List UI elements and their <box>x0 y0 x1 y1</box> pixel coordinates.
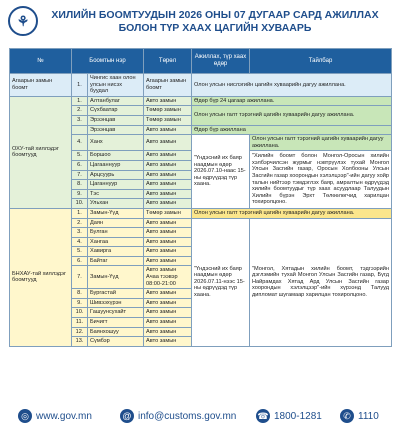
port-type: Авто замын <box>144 256 192 266</box>
footer-web[interactable] <box>18 409 92 423</box>
port-type: Авто замын <box>144 289 192 299</box>
port-name: Байтаг <box>88 256 144 266</box>
row-number: 4. <box>72 237 88 247</box>
group-russia: ОХУ-тай хиллэдэг боомтууд <box>10 96 72 208</box>
row-number: 11. <box>72 318 88 328</box>
col-type: Төрөл <box>144 49 192 74</box>
port-name: Цаганнуур <box>88 180 144 190</box>
title-line-2: БОЛОН ТҮР ХААХ ЦАГИЙН ХУВААРЬ <box>118 22 312 34</box>
phone-number[interactable]: 1800-1281 <box>274 410 322 422</box>
row-number: 9. <box>72 189 88 199</box>
row-number: 1. <box>72 74 88 97</box>
port-name: Сүхбаатар <box>88 106 144 116</box>
port-name: Гашуунсухайт <box>88 308 144 318</box>
email-icon: @ <box>120 409 134 423</box>
row-number: 10. <box>72 199 88 209</box>
footer-email[interactable] <box>120 409 236 423</box>
hotline-number[interactable]: 1110 <box>358 410 379 422</box>
row-number: 9. <box>72 298 88 308</box>
port-type: Авто замын <box>144 327 192 337</box>
china-explanation: "Монгол, Хятадын хилийн боомт, тэдгээрийн дэглэмийн тухай Монгол Улсын Засгийн газар, Бүгд Найрамдах Хятад Ард Улсын Засгийн газар хоорондын хэлэлцээр"-ийн хүрээнд Талууд дипломат шугамаар харилцан тохиролцоно. <box>250 218 392 346</box>
port-name: Даян <box>88 218 144 228</box>
port-type: Төмөр замын <box>144 208 192 218</box>
row-number: 3. <box>72 228 88 238</box>
port-name: Ульхан <box>88 199 144 209</box>
air-note: Олон улсын нислэгийн цагийн хуваарийн дагуу ажиллана. <box>192 74 392 97</box>
port-type: Авто замын <box>144 96 192 106</box>
row-number: 13. <box>72 337 88 347</box>
row-number: 7. <box>72 170 88 180</box>
day-note: Олон улсын галт тэрэгний цагийн хуваарийн дагуу ажиллана. <box>192 106 392 125</box>
port-name: Шивээхүрэн <box>88 298 144 308</box>
schedule-note: "Үндэсний их баяр наадмын өдөр 2026.07.10-наас 15-ны өдрүүдэд түр хаана. <box>192 135 250 209</box>
table-row <box>10 208 392 218</box>
web-link[interactable]: www.gov.mn <box>36 410 92 422</box>
row-number: 1. <box>72 208 88 218</box>
port-type: Агаарын замын боомт <box>144 74 192 97</box>
port-name: Эрээнцав <box>88 125 144 135</box>
footer <box>0 400 400 433</box>
port-type: Авто замын <box>144 298 192 308</box>
port-name: Замын-Үүд <box>88 208 144 218</box>
header <box>0 0 400 45</box>
russia-explanation: "Хилийн боомт болон Монгол-Оросын хилийн хэлбэрчилсэн журмыг нэвтрүүлэх тухай Монгол Улсын Засгийн газар, Оросын Холбооны Улсын Засгийн газар хоорондын хэлэлцээр"-ийн дагуу хойр талын нийтээр тэмдэглэх баяр, амралтын өдрүүдэд хилийн боомтуудыг түр хаах асуудлаар Талуудын Хилийн бүрэн Эрхт Төлөөлөгчид харилцан тохиролцоно. <box>250 151 392 209</box>
day-note: Өдөр бүр ажиллана <box>192 125 392 135</box>
row-number: 6. <box>72 160 88 170</box>
port-name: Хавирга <box>88 247 144 257</box>
port-name: Баянхошуу <box>88 327 144 337</box>
row-number: 5. <box>72 151 88 161</box>
row-number: 6. <box>72 256 88 266</box>
port-type: Авто замын <box>144 151 192 161</box>
row-number: 12. <box>72 327 88 337</box>
port-name: Чингис хаан олон улсын нисэх буудал <box>88 74 144 97</box>
row-number: 2. <box>72 218 88 228</box>
day-note: Олон улсын галт тэрэгний цагийн хуваарийн дагуу ажиллана. <box>192 208 392 218</box>
row-number: 3. <box>72 115 88 125</box>
port-type: Авто замын <box>144 160 192 170</box>
row-number: 1. <box>72 96 88 106</box>
port-type: Авто замын <box>144 318 192 328</box>
row-number: 2. <box>72 106 88 116</box>
port-type: Авто замын <box>144 237 192 247</box>
port-type: Төмөр замын <box>144 106 192 116</box>
email-link[interactable]: info@customs.gov.mn <box>138 410 237 422</box>
port-name: Арцсуурь <box>88 170 144 180</box>
col-number: № <box>10 49 72 74</box>
port-name: Булган <box>88 228 144 238</box>
row-number <box>72 125 88 135</box>
port-name: Боршоо <box>88 151 144 161</box>
schedule-table <box>9 48 391 347</box>
phone-icon: ☎ <box>256 409 270 423</box>
port-type: Авто замын <box>144 125 192 135</box>
row-number: 10. <box>72 308 88 318</box>
port-type: Авто замын <box>144 135 192 151</box>
port-type: Авто замын Ачаа тээвэр 08:00-21:00 <box>144 266 192 289</box>
port-type: Авто замын <box>144 228 192 238</box>
port-name: Бургастай <box>88 289 144 299</box>
row-number: 8. <box>72 289 88 299</box>
port-name: Алтанбулаг <box>88 96 144 106</box>
port-name: Бичигт <box>88 318 144 328</box>
port-name: Эрээнцав <box>88 115 144 125</box>
port-name: Ханх <box>88 135 144 151</box>
col-port-name: Боомтын нэр <box>72 49 144 74</box>
globe-icon: ◎ <box>18 409 32 423</box>
row-number: 4. <box>72 135 88 151</box>
port-name: Тэс <box>88 189 144 199</box>
port-type: Авто замын <box>144 337 192 347</box>
port-name: Цагааннуур <box>88 160 144 170</box>
page-title <box>42 9 388 35</box>
title-line-1: ХИЛИЙН БООМТУУДЫН 2026 ОНЫ 07 ДУГААР САРД АЖИЛЛАХ <box>51 9 379 21</box>
footer-phone[interactable] <box>256 409 322 423</box>
row-number: 5. <box>72 247 88 257</box>
table-row <box>10 74 392 97</box>
hotline-icon: ✆ <box>340 409 354 423</box>
port-name: Замын-Үүд <box>88 266 144 289</box>
table-row <box>10 96 392 106</box>
port-type: Авто замын <box>144 218 192 228</box>
port-name: Сүмбэр <box>88 337 144 347</box>
port-type: Авто замын <box>144 199 192 209</box>
table-header <box>10 49 392 74</box>
col-days: Ажиллах, түр хаах өдөр <box>192 49 250 74</box>
row-number: 8. <box>72 180 88 190</box>
port-type: Авто замын <box>144 170 192 180</box>
group-china: БНХАУ-тай хиллэдэг боомтууд <box>10 208 72 346</box>
port-type: Авто замын <box>144 247 192 257</box>
port-name: Хангаа <box>88 237 144 247</box>
schedule-note: "Үндэсний их баяр наадмын өдөр 2026.07.11-нээс 15-ны өдрүүдэд түр хаана. <box>192 218 250 346</box>
port-type: Авто замын <box>144 308 192 318</box>
port-type: Төмөр замын <box>144 115 192 125</box>
row-number: 7. <box>72 266 88 289</box>
col-note: Тайлбар <box>250 49 392 74</box>
day-note: Өдөр бүр 24 цагаар ажиллана. <box>192 96 392 106</box>
port-type: Авто замын <box>144 180 192 190</box>
footer-hotline[interactable] <box>340 409 379 423</box>
customs-logo: ⚘ <box>8 6 38 36</box>
group-air: Агаарын замын боомт <box>10 74 72 97</box>
port-type: Авто замын <box>144 189 192 199</box>
day-note: Олон улсын галт тэрэгний цагийн хуваарийн дагуу ажиллана. <box>250 135 392 151</box>
